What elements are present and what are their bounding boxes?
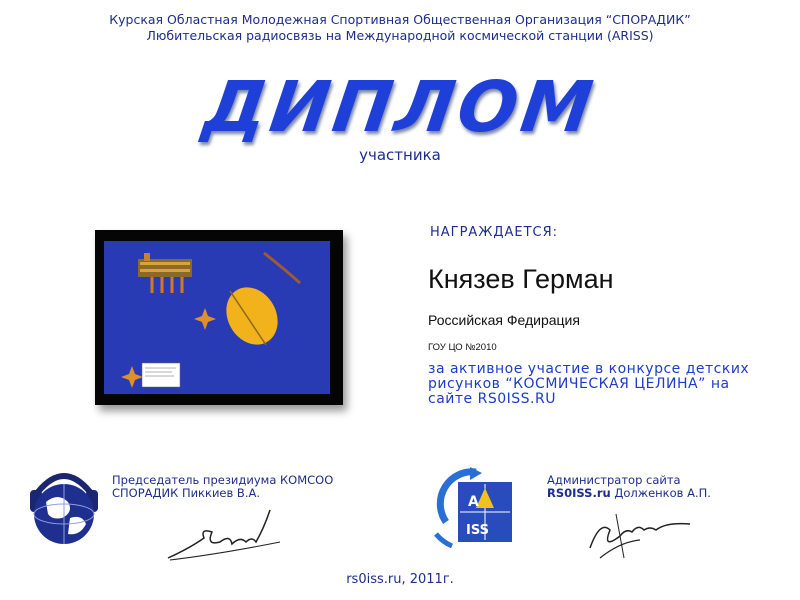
organization-name: Курская Областная Молодежная Спортивная Общественная Организация “СПОРАДИК” — [109, 12, 691, 27]
left-signature — [160, 498, 300, 568]
ariss-logo-letter-a: A — [468, 494, 479, 510]
organization-subtitle: Любительская радиосвязь на Международной космической станции (ARISS) — [146, 28, 654, 43]
recipient-name: Князев Герман — [428, 264, 614, 294]
recipient-country: Российская Федирация — [428, 312, 580, 328]
recipient-school: ГОУ ЦО №2010 — [428, 342, 497, 353]
left-signer-name: СПОРАДИК Пиккиев В.А. — [112, 486, 261, 500]
ariss-logo-iss: ISS — [466, 523, 489, 538]
right-signer-name: Долженков А.П. — [610, 486, 711, 500]
ariss-logo — [432, 462, 520, 550]
right-signature — [580, 500, 710, 566]
diploma-title: ДИПЛОМ — [198, 66, 602, 148]
footer-site-year: rs0iss.ru, 2011г. — [346, 572, 454, 587]
diploma-subtitle: участника — [359, 146, 441, 164]
sporadic-globe-logo — [24, 462, 104, 552]
drawing-illustration — [104, 241, 330, 394]
right-signer-title: Администратор сайта — [547, 473, 681, 487]
awarded-label: НАГРАЖДАЕТСЯ: — [430, 225, 559, 240]
award-reason: за активное участие в конкурсе детских рисунков “КОСМИЧЕСКАЯ ЦЕЛИНА” на сайте RS0ISS.RU — [428, 361, 750, 407]
right-signer-site: RS0ISS.ru — [547, 486, 611, 500]
left-signer-title: Председатель президиума КОМСОО — [112, 473, 334, 487]
child-drawing — [104, 241, 330, 394]
